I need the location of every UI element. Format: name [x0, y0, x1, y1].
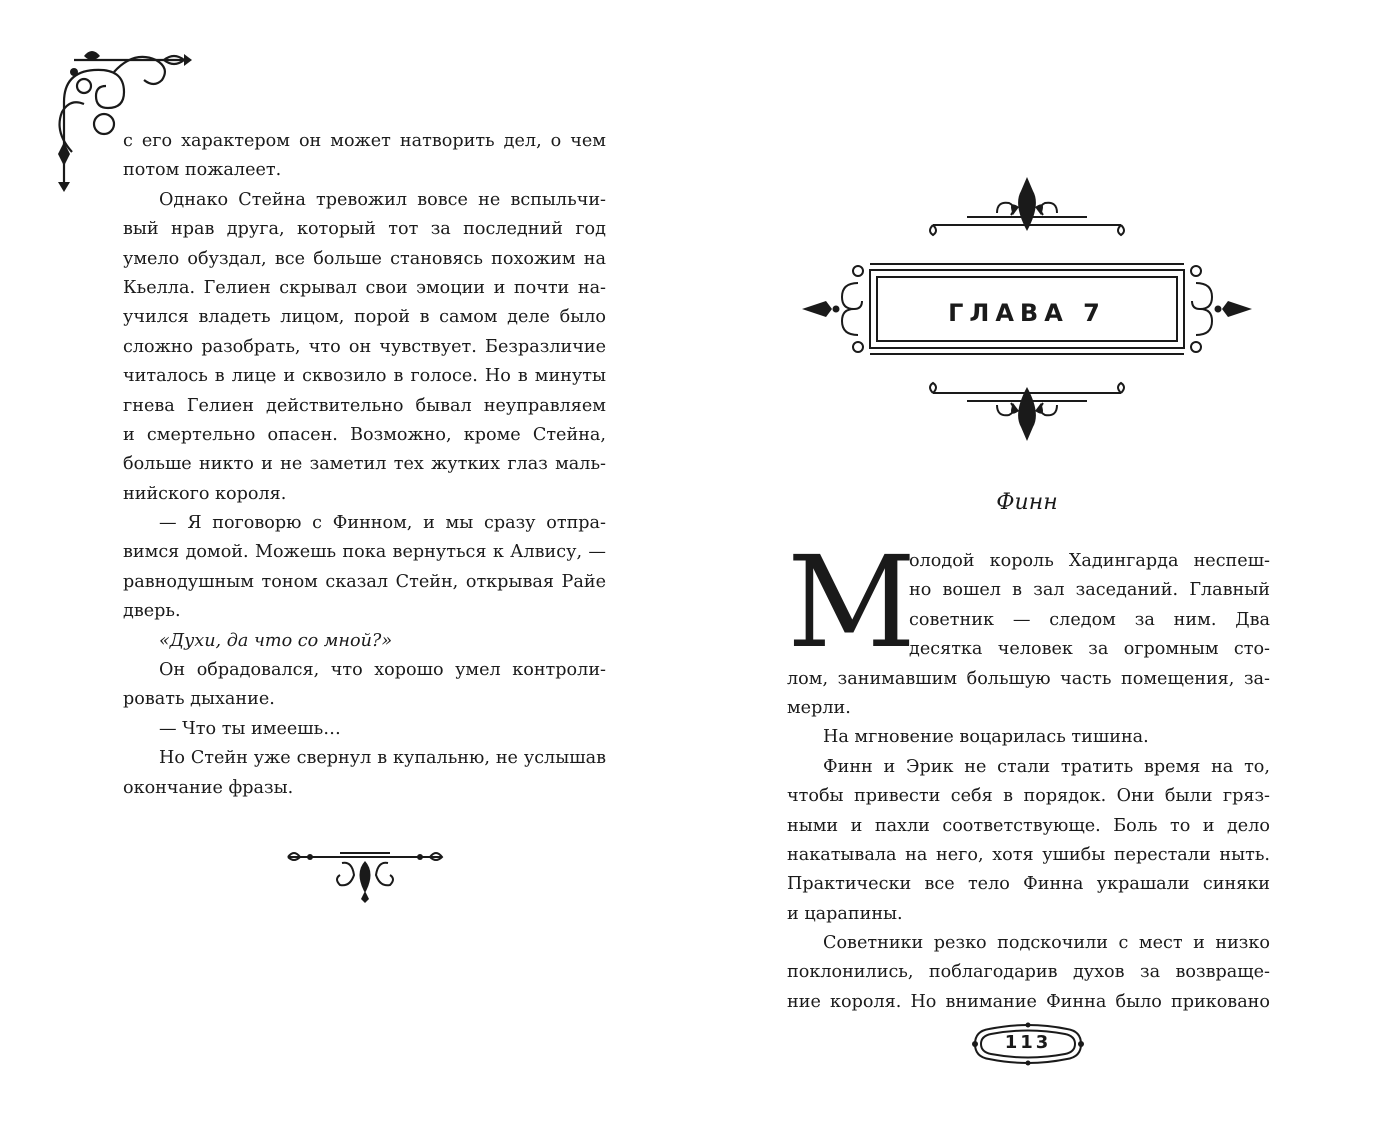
chapter-subtitle: Финн — [996, 490, 1058, 515]
text-line: — Что ты имеешь… — [159, 718, 341, 739]
text-line: Однако Стейна тревожил вовсе не вспыльчи- — [159, 189, 606, 210]
text-line: Но Стейн уже свернул в купальню, не услышав — [159, 748, 606, 769]
text-line: накатывала на него, хотя ушибы перестали ныть. — [787, 844, 1270, 865]
text-line: Кьелла. Гелиен скрывал свои эмоции и почти на- — [123, 277, 606, 298]
text-line: Практически все тело Финна украшали синяки — [787, 874, 1270, 895]
text-line: поклонились, поблагодарив духов за возвраще- — [787, 962, 1270, 983]
left-body-text — [123, 127, 606, 803]
text-line: советник — следом за ним. Два — [909, 609, 1270, 630]
text-line: нийского короля. — [123, 483, 287, 504]
text-line: лом, занимавшим большую часть помещения, за- — [787, 668, 1270, 689]
text-line: «Духи, да что со мной?» — [159, 630, 393, 651]
text-line: учился владеть лицом, порой в самом деле было — [123, 307, 606, 328]
text-line: ровать дыхание. — [123, 689, 275, 710]
text-line: Он обрадовался, что хорошо умел контроли- — [159, 660, 606, 681]
text-line: олодой король Хадингарда неспеш- — [909, 551, 1270, 571]
chapter-ornament-bottom-icon — [927, 378, 1127, 443]
text-line: ние короля. Но внимание Финна было приковано — [787, 991, 1270, 1012]
text-line: потом пожалеет. — [123, 160, 282, 181]
text-line: читалось в лице и сквозило в голосе. Но в минуты — [123, 366, 606, 387]
text-line: Советники резко подскочили с мест и низко — [823, 933, 1270, 954]
text-line: мерли. — [787, 697, 851, 718]
text-line: но вошел в зал заседаний. Главный — [909, 580, 1270, 601]
text-line: с его характером он может натворить дел, о чем — [123, 131, 606, 151]
text-line: и царапины. — [787, 903, 903, 924]
page-number: 113 — [1004, 1032, 1052, 1053]
text-line: гнева Гелиен действительно бывал неуправляем — [123, 395, 606, 416]
drop-cap: М — [787, 529, 917, 676]
text-line: дверь. — [123, 601, 181, 622]
section-end-ornament-icon — [280, 845, 450, 905]
text-line: ными и пахли соответствующе. Боль то и дело — [787, 815, 1270, 836]
text-line: Финн и Эрик не стали тратить время на то, — [823, 756, 1270, 777]
chapter-ornament-top-icon — [927, 175, 1127, 240]
text-line: умело обуздал, все больше становясь похожим на — [123, 248, 606, 269]
right-body-text — [787, 529, 1270, 1017]
text-line: равнодушным тоном сказал Стейн, открывая Райе — [123, 571, 606, 592]
text-line: больше никто и не заметил тех жутких глаз маль- — [123, 454, 606, 475]
text-line: вимся домой. Можешь пока вернуться к Алвису, — — [123, 542, 606, 563]
text-line: — Я поговорю с Финном, и мы сразу отпра- — [159, 513, 606, 534]
text-line: и смертельно опасен. Возможно, кроме Стейна, — [123, 424, 606, 445]
chapter-title: ГЛАВА 7 — [948, 299, 1106, 327]
right-page — [697, 0, 1394, 1125]
text-line: окончание фразы. — [123, 777, 294, 798]
text-line: чтобы привести себя в порядок. Они были гряз- — [787, 786, 1270, 807]
text-line: сложно разобрать, что он чувствует. Безразличие — [123, 336, 606, 357]
text-line: вый нрав друга, который тот за последний год — [123, 219, 606, 240]
text-line: десятка человек за огромным сто- — [909, 639, 1270, 660]
text-line: На мгновение воцарилась тишина. — [823, 727, 1149, 748]
